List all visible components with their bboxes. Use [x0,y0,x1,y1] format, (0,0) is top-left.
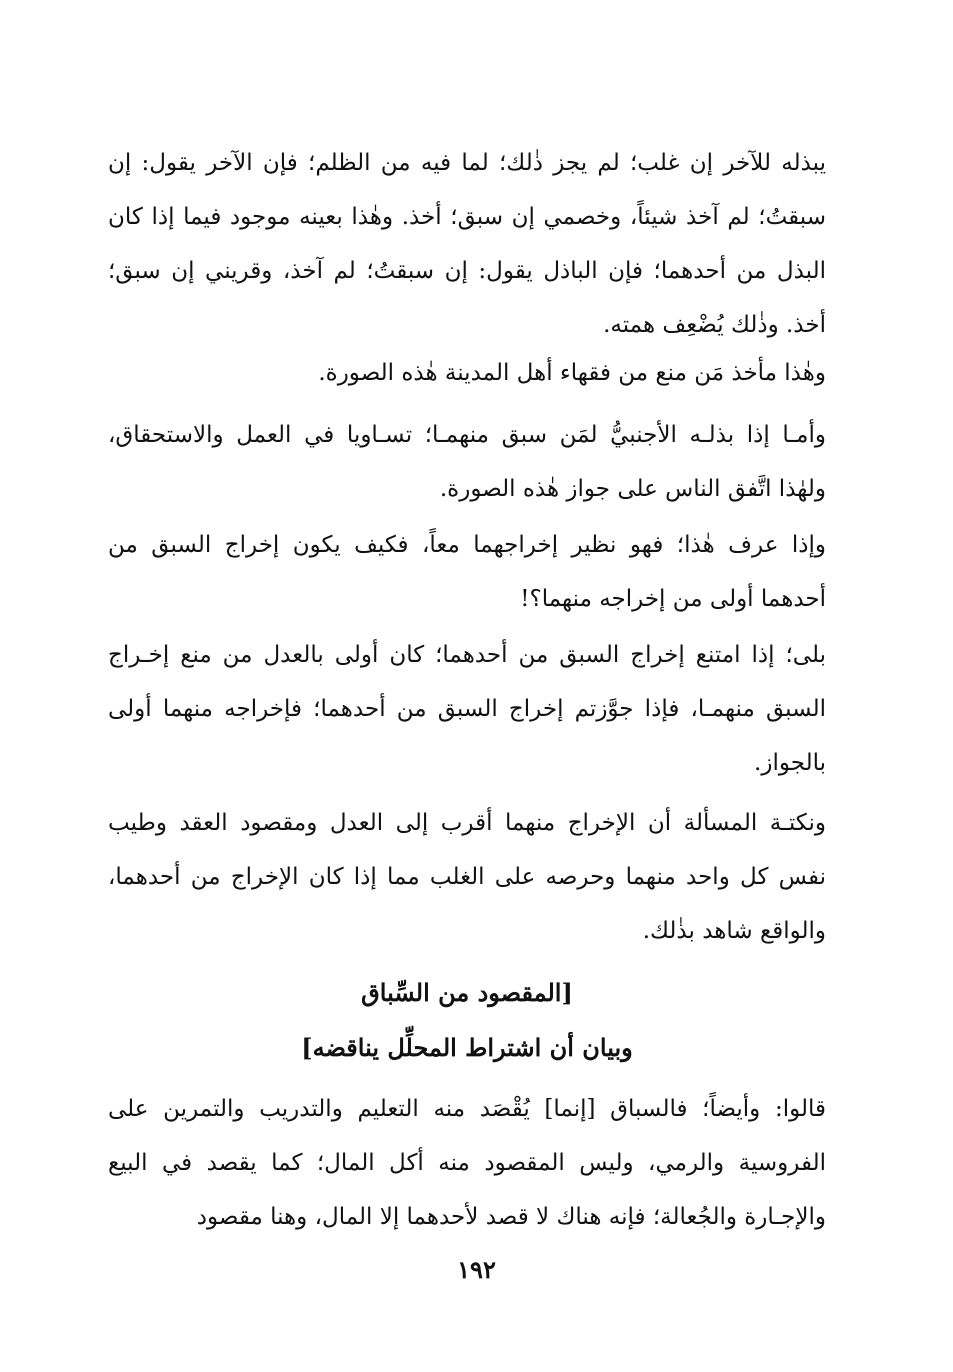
paragraph-7: قالوا: وأيضاً؛ فالسباق [إنما] يُقْصَد منه التعليم والتدريب والتمرين على الفروسية والرمي، وليس المقصود منه أكل المال؛ كما يقصد في البيع والإجـارة والجُعالة؛ فإنه هناك لا قصد لأحدهما إلا المال، وهنا مقصود [108,1096,826,1230]
paragraph-6: ونكتـة المسألة أن الإخراج منهما أقرب إلى العدل ومقصود العقد وطيب نفس كل واحد منهما وحرصه على الغلب مما إذا كان الإخراج من أحدهما، والواقع شاهد بذٰلك. [108,810,826,944]
paragraph-1: يبذله للآخر إن غلب؛ لم يجز ذٰلك؛ لما فيه من الظلم؛ فإن الآخر يقول: إن سبقتُ؛ لم آخذ شيئاً، وخصمي إن سبق؛ أخذ. وهٰذا بعينه موجود فيما إذا كان البذل من أحدهما؛ فإن الباذل يقول: إن سبقتُ؛ لم آخذ، وقريني إن سبق؛ أخذ. وذٰلك يُضْعِف همته. [108,150,826,338]
paragraph-5: بلى؛ إذا امتنع إخراج السبق من أحدهما؛ كان أولى بالعدل من منع إخـراج السبق منهمـا، فإذا جوَّزتم إخراج السبق من أحدهما؛ فإخراجه منهما أولى بالجواز. [108,642,826,776]
section-heading-line-2: وبيان أن اشتراط المحلِّل يناقضه] [301,1033,633,1062]
page-number: ١٩٢ [457,1255,496,1284]
section-heading-line-1: [المقصود من السِّباق [361,978,573,1007]
paragraph-3: وأمـا إذا بذلـه الأجنبيُّ لمَن سبق منهمـا؛ تسـاويا في العمل والاستحقاق، ولهٰذا اتَّفق الناس على جواز هٰذه الصورة. [108,422,826,502]
paragraph-2: وهٰذا مأخذ مَن منع من فقهاء أهل المدينة هٰذه الصورة. [318,360,826,386]
paragraph-4: وإذا عرف هٰذا؛ فهو نظير إخراجهما معاً، فكيف يكون إخراج السبق من أحدهما أولى من إخراجه منهما؟! [108,532,826,612]
